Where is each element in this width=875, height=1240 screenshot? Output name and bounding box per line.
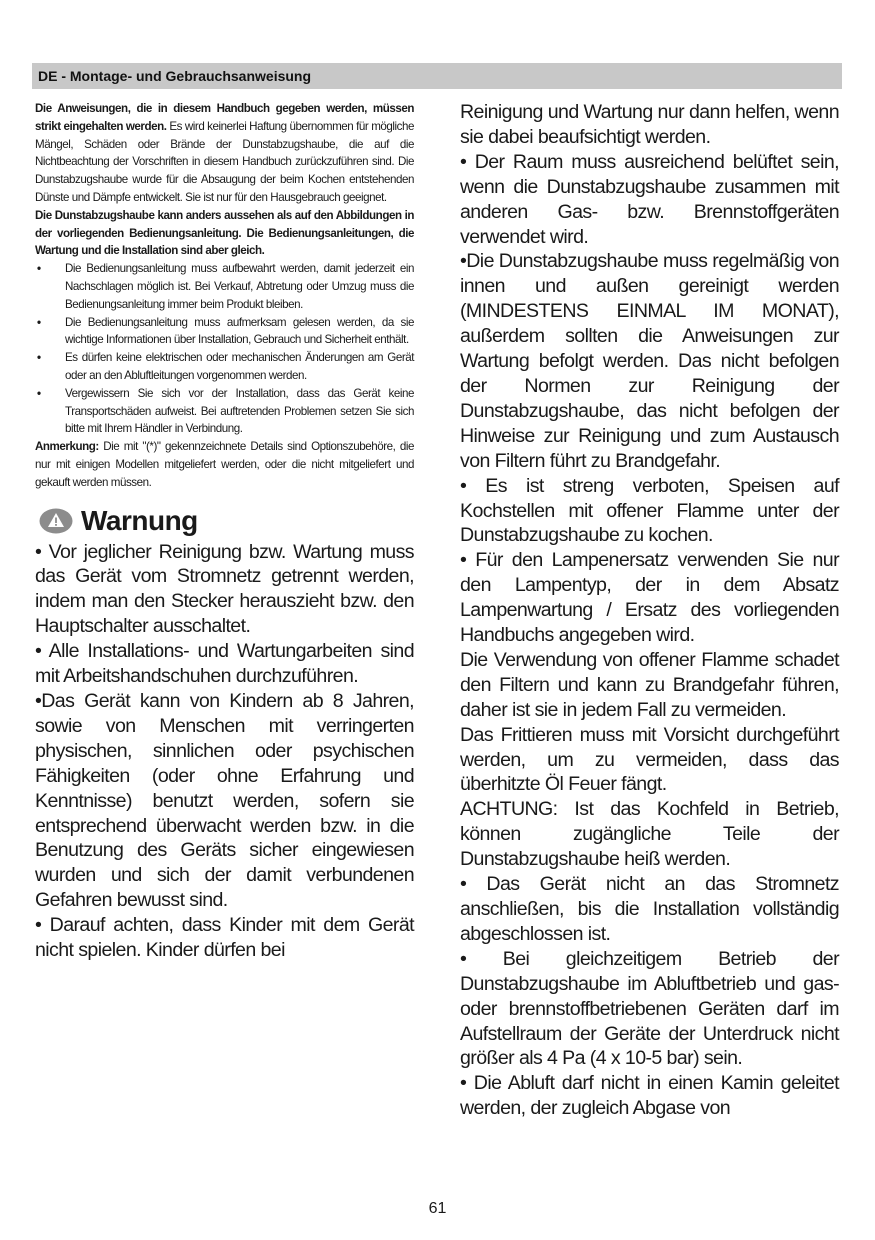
list-item-text: Die Bedienungsanleitung muss aufbewahrt werden, damit jederzeit ein Nachschlagen möglich ist. Bei Verkauf, Abtretung oder Umzug muss die Bedienungsanleitung immer beim Produkt bleiben. bbox=[65, 262, 414, 311]
list-item bbox=[35, 314, 414, 350]
right-column bbox=[460, 100, 839, 1121]
section-header: DE - Montage- und Gebrauchsanweisung bbox=[32, 63, 842, 89]
list-item-text: Vergewissern Sie sich vor der Installation, dass das Gerät keine Transportschäden aufweist. Bei auftretenden Problemen setzen Sie sich bitte mit Ihrem Händler in Verbindung. bbox=[65, 386, 414, 436]
warning-heading bbox=[35, 502, 414, 540]
bullet-icon: • bbox=[37, 262, 41, 276]
list-item bbox=[35, 385, 414, 438]
note-paragraph bbox=[35, 438, 414, 491]
appearance-notice-text: Die Dunstabzugshaube kann anders aussehen als auf den Abbildungen in der vorliegenden Bedienungsanleitung. Die Bedienungsanleitungen, die Wartung und die Installation sind aber gleich. bbox=[35, 208, 414, 258]
warning-triangle-icon bbox=[39, 508, 73, 534]
bullet-icon: • bbox=[37, 386, 41, 400]
warning-text-left: • Vor jeglicher Reinigung bzw. Wartung muss das Gerät vom Stromnetz getrennt werden, indem man den Stecker herauszieht bzw. den Hauptschalter ausschaltet. • Alle Installations- und Wartungarbeiten sind mit Arbeitshandschuhen durchzuführen. •Das Gerät kann von Kindern ab 8 Jahren, sowie von Menschen mit verringerten physischen, sinnlichen oder psychischen Fähigkeiten (oder ohne Erfahrung und Kenntnisse) benutzt werden, sofern sie entsprechend überwacht werden bzw. in die Benutzung des Geräts sicher eingewiesen wurden und sich der damit verbundenen Gefahren bewusst sind. • Darauf achten, dass Kinder mit dem Gerät nicht spielen. Kinder dürfen bei bbox=[35, 540, 414, 962]
bullet-icon: • bbox=[37, 315, 41, 329]
warning-text-right: Reinigung und Wartung nur dann helfen, wenn sie dabei beaufsichtigt werden. • Der Raum muss ausreichend belüftet sein, wenn die Dunstabzugshaube zusammen mit anderen Gas- bzw. Brennstoffgeräten verwendet wird. •Die Dunstabzugshaube muss regelmäßig von innen und außen gereinigt werden (MINDESTENS EINMAL IM MONAT), außerdem sollten die Anweisungen zur Wartung befolgt werden. Das nicht befolgen der Normen zur Reinigung der Dunstabzugshaube, das nicht befolgen der Hinweise zur Reinigung und zum Austausch von Filtern führt zu Brandgefahr. • Es ist streng verboten, Speisen auf Kochstellen mit offener Flamme unter der Dunstabzugshaube zu kochen. • Für den Lampenersatz verwenden Sie nur den Lampentyp, der in dem Absatz Lampenwartung / Ersatz des vorliegenden Handbuchs angegeben wird. Die Verwendung von offener Flamme schadet den Filtern und kann zu Brandgefahr führen, daher ist sie in jedem Fall zu vermeiden. Das Frittieren muss mit Vorsicht durchgeführt werden, um zu vermeiden, dass das überhitzte Öl Feuer fängt. ACHTUNG: Ist das Kochfeld in Betrieb, können zugängliche Teile der Dunstabzugshaube heiß werden. • Das Gerät nicht an das Stromnetz anschließen, bis die Installation vollständig abgeschlossen ist. • Bei gleichzeitigem Betrieb der Dunstabzugshaube im Abluftbetrieb und gas- oder brennstoffbetriebenen Geräten darf im Aufstellraum der Geräte der Unterdruck nicht größer als 4 Pa (4 x 10-5 bar) sein. • Die Abluft darf nicht in einen Kamin geleitet werden, der zugleich Abgase von bbox=[460, 101, 839, 1120]
list-item bbox=[35, 349, 414, 385]
note-label: Anmerkung: bbox=[35, 440, 99, 454]
instruction-list bbox=[35, 260, 414, 438]
warning-title: Warnung bbox=[81, 504, 198, 536]
list-item-text: Es dürfen keine elektrischen oder mechanischen Änderungen am Gerät oder an den Abluftleitungen vorgenommen werden. bbox=[65, 351, 414, 382]
intro-bold-lead: Die Anweisungen, die in diesem Handbuch gegeben werden, müssen strikt eingehalten werden. bbox=[35, 102, 414, 133]
bullet-icon: • bbox=[37, 351, 41, 365]
list-item-text: Die Bedienungsanleitung muss aufmerksam gelesen werden, da sie wichtige Informationen über Installation, Gebrauch und Sicherheit enthält. bbox=[65, 315, 414, 347]
intro-paragraph bbox=[35, 100, 414, 207]
intro-text: Es wird keinerlei Haftung übernommen für mögliche Mängel, Schäden oder Brände der Dunstabzugshaube, die auf die Nichtbeachtung der Vorschriften in diesem Handbuch zurückzuführen sind. Die Dunstabzugshaube wurde für die Absaugung der beim Kochen entstehenden Dünste und Dämpfe entwickelt. Sie ist nur für den Hausgebrauch geeignet. bbox=[35, 119, 415, 204]
page-number: 61 bbox=[428, 1200, 447, 1217]
appearance-notice bbox=[35, 207, 414, 260]
list-item bbox=[35, 260, 414, 313]
left-column bbox=[35, 100, 414, 963]
note-text: Die mit "(*)" gekennzeichnete Details sind Optionszubehöre, die nur mit einigen Modellen mitgeliefert werden, oder die nicht mitgeliefert und gekauft werden müssen. bbox=[35, 440, 414, 489]
